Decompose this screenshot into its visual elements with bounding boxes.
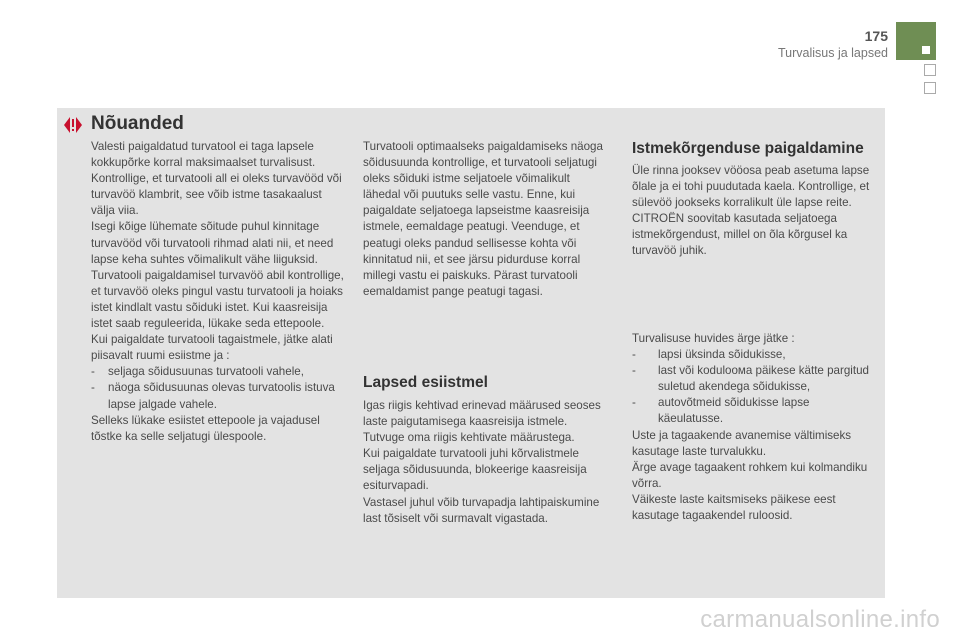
paragraph: Igas riigis kehtivad erinevad määrused seoses laste paigutamisega kaasreisija istmele. Tutvuge oma riigis kehtivate määrustega.	[363, 399, 601, 445]
paragraph: Vastasel juhul võib turvapadja lahtipaiskumine last tõsiselt või surmavalt vigastada.	[363, 495, 600, 525]
column-2	[363, 139, 609, 300]
outline-box	[924, 82, 936, 94]
paragraph: Isegi kõige lühemate sõitude puhul kinnitage turvavööd või turvatooli rihmad alati nii, et need lapse keha suhtes võimalikult vähe liiguksid.	[91, 220, 334, 266]
paragraph: Selleks lükake esiistet ettepoole ja vajadusel tõstke ka selle seljatugi ülespoole.	[91, 413, 320, 443]
paragraph: Valesti paigaldatud turvatool ei taga lapsele kokkupõrke korral maksimaalset turvalisust.	[91, 140, 316, 170]
list-item: - autovõtmeid sõidukisse lapse käeulatusse.	[632, 395, 872, 427]
list-item: - lapsi üksinda sõidukisse,	[632, 347, 872, 363]
paragraph: Turvatooli optimaalseks paigaldamiseks näoga sõidusuunda kontrollige, et turvatooli seljatugi oleks sõiduki istme seljatoele võimalikult lähedal või puutuks selle vastu. Enne, kui paigaldate seljatoega lapseistme kaasreisija istmele, eemaldage peatugi. Veenduge, et peatugi oleks pandud sellisesse kohta või kinnitatud nii, et see järsu pidurduse korral millegi vastu ei paiskuks. Pärast turvatooli eemaldamist pange peatugi tagasi.	[363, 140, 603, 298]
list-item: - seljaga sõidusuunas turvatooli vahele,	[91, 364, 347, 380]
list-item: - last või koduloома päikese kätte pargitud suletud akendega sõidukisse,	[632, 363, 872, 395]
page-number: 175	[864, 28, 888, 44]
paragraph: Turvalisuse huvides ärge jätke :	[632, 332, 795, 345]
paragraph: Kui paigaldate turvatooli tagaistmele, jätke alati piisavalt ruumi esiistme ja :	[91, 333, 333, 363]
paragraph: Kontrollige, et turvatooli all ei oleks turvavööd või turvavöö klambrit, see võib istme tasakaalust välja viia.	[91, 172, 342, 218]
paragraph: Kui paigaldate turvatooli juhi kõrvalistmele seljaga sõidusuunda, blokeerige kaasreisija esiturvapadi.	[363, 447, 587, 493]
paragraph: Turvatooli paigaldamisel turvavöö abil kontrollige, et turvavöö oleks pingul vastu turvatooli ja hoiaks istet kindlalt vastu sõiduki istet. Kui kaasreisija istet saab reguleerida, lükake seda ettepoole.	[91, 268, 344, 331]
column-3-safety	[632, 331, 872, 524]
warning-icon	[63, 116, 83, 134]
column-3	[632, 163, 872, 260]
outline-box	[924, 64, 936, 76]
paragraph: CITROËN soovitab kasutada seljatoega istmekõrgendust, millel on õla kõrgusel ka turvavöö juhik.	[632, 212, 848, 258]
paragraph: Uste ja tagaakende avanemise vältimiseks kasutage laste turvalukku.	[632, 428, 852, 458]
tab-marker	[922, 46, 930, 54]
section-title: Turvalisus ja lapsed	[777, 46, 888, 60]
column-2-section	[363, 398, 609, 527]
paragraph: Ärge avage tagaakent rohkem kui kolmandiku võrra.	[632, 460, 868, 490]
column-1	[91, 139, 347, 445]
list-item: - näoga sõidusuunas olevas turvatoolis istuva lapse jalgade vahele.	[91, 380, 347, 412]
paragraph: Üle rinna jooksev vööosa peab asetuma lapse õlale ja ei tohi puudutada kaela. Kontrollige, et sülevöö jookseks korralikult üle lapse reite.	[632, 164, 870, 210]
chapter-tab	[896, 22, 936, 60]
subheading-booster: Istmekõrgenduse paigaldamine	[632, 140, 864, 157]
watermark: carmanualsonline.info	[700, 606, 940, 633]
subheading-front-seat: Lapsed esiistmel	[363, 374, 488, 391]
page-title: Nõuanded	[91, 113, 184, 134]
paragraph: Väikeste laste kaitsmiseks päikese eest kasutage tagaakendel ruloosid.	[632, 492, 836, 523]
